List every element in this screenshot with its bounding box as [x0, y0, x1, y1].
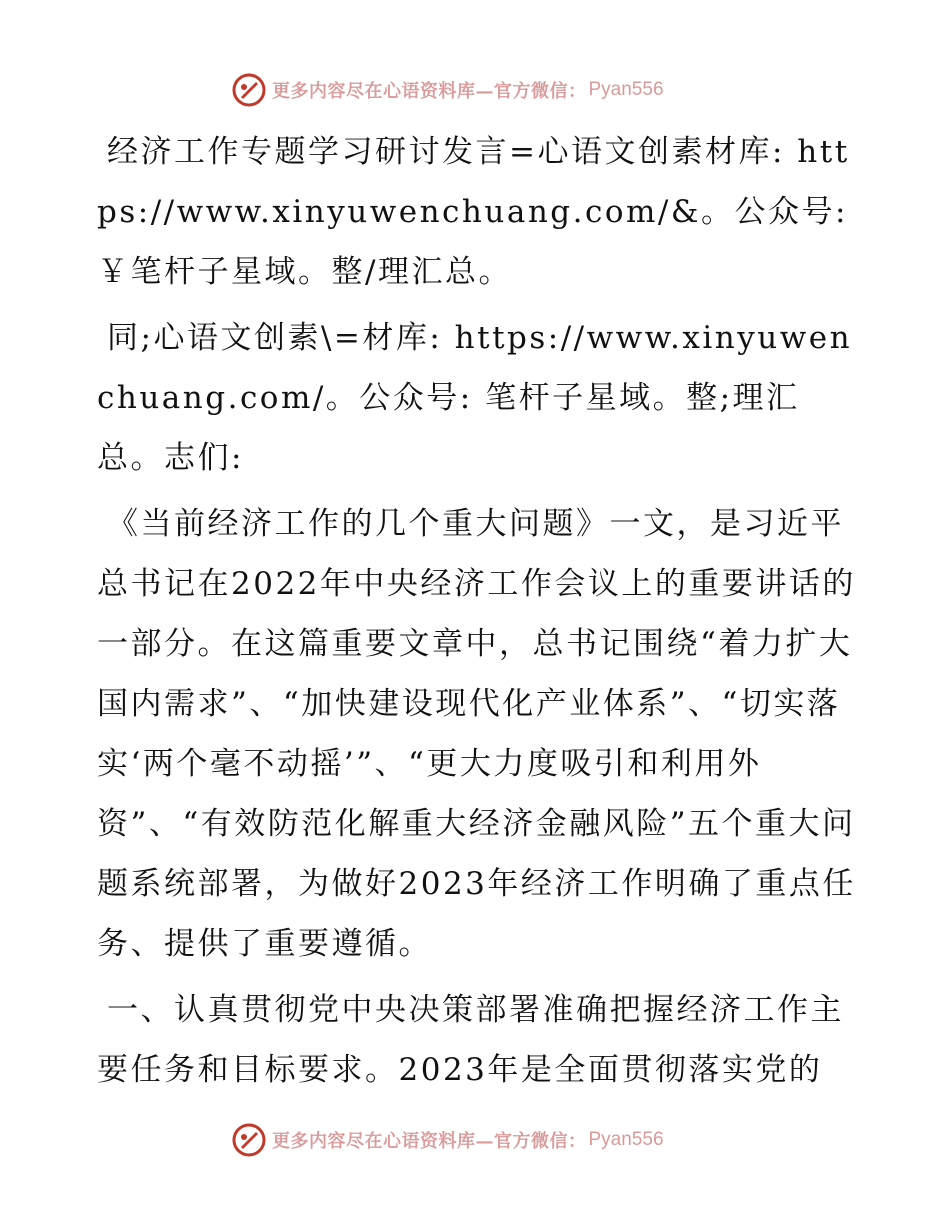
header-wechat-id: Pyan556: [588, 79, 664, 100]
paragraph-intro: 《当前经济工作的几个重大问题》一文，是习近平总书记在2022年中央经济工作会议上的重要讲话的一部分。在这篇重要文章中，总书记围绕“着力扩大国内需求”、“加快建设现代化产业体系”、“切实落实‘两个毫不动摇’”、“更大力度吸引和利用外资”、“有效防范化解重大经济金融风险”五个重大问题系统部署，为做好2023年经济工作明确了重点任务、提供了重要遵循。: [97, 506, 856, 962]
header-banner-text: 更多内容尽在心语资料库—官方微信：: [272, 81, 587, 102]
header-banner: [232, 70, 732, 110]
paragraph-title-line: 经济工作专题学习研讨发言=心语文创素材库: https://www.xinyuwenchuang.com/&。公众号: ￥笔杆子星域。整/理汇总。: [97, 134, 850, 290]
footer-banner-text: 更多内容尽在心语资料库—官方微信：: [272, 1131, 587, 1152]
paragraph-section-one: 一、认真贯彻党中央决策部署准确把握经济工作主要任务和目标要求。2023年是全面贯彻落实党的: [97, 992, 844, 1088]
footer-banner: [232, 1120, 732, 1160]
quill-logo-icon: [232, 73, 266, 107]
footer-wechat-id: Pyan556: [588, 1129, 664, 1150]
document-body: [97, 122, 857, 1106]
quill-logo-icon: [232, 1123, 266, 1157]
paragraph-greeting: 同;心语文创素\=材库: https://www.xinyuwenchuang.com/。公众号: 笔杆子星域。整;理汇总。志们:: [97, 320, 853, 476]
